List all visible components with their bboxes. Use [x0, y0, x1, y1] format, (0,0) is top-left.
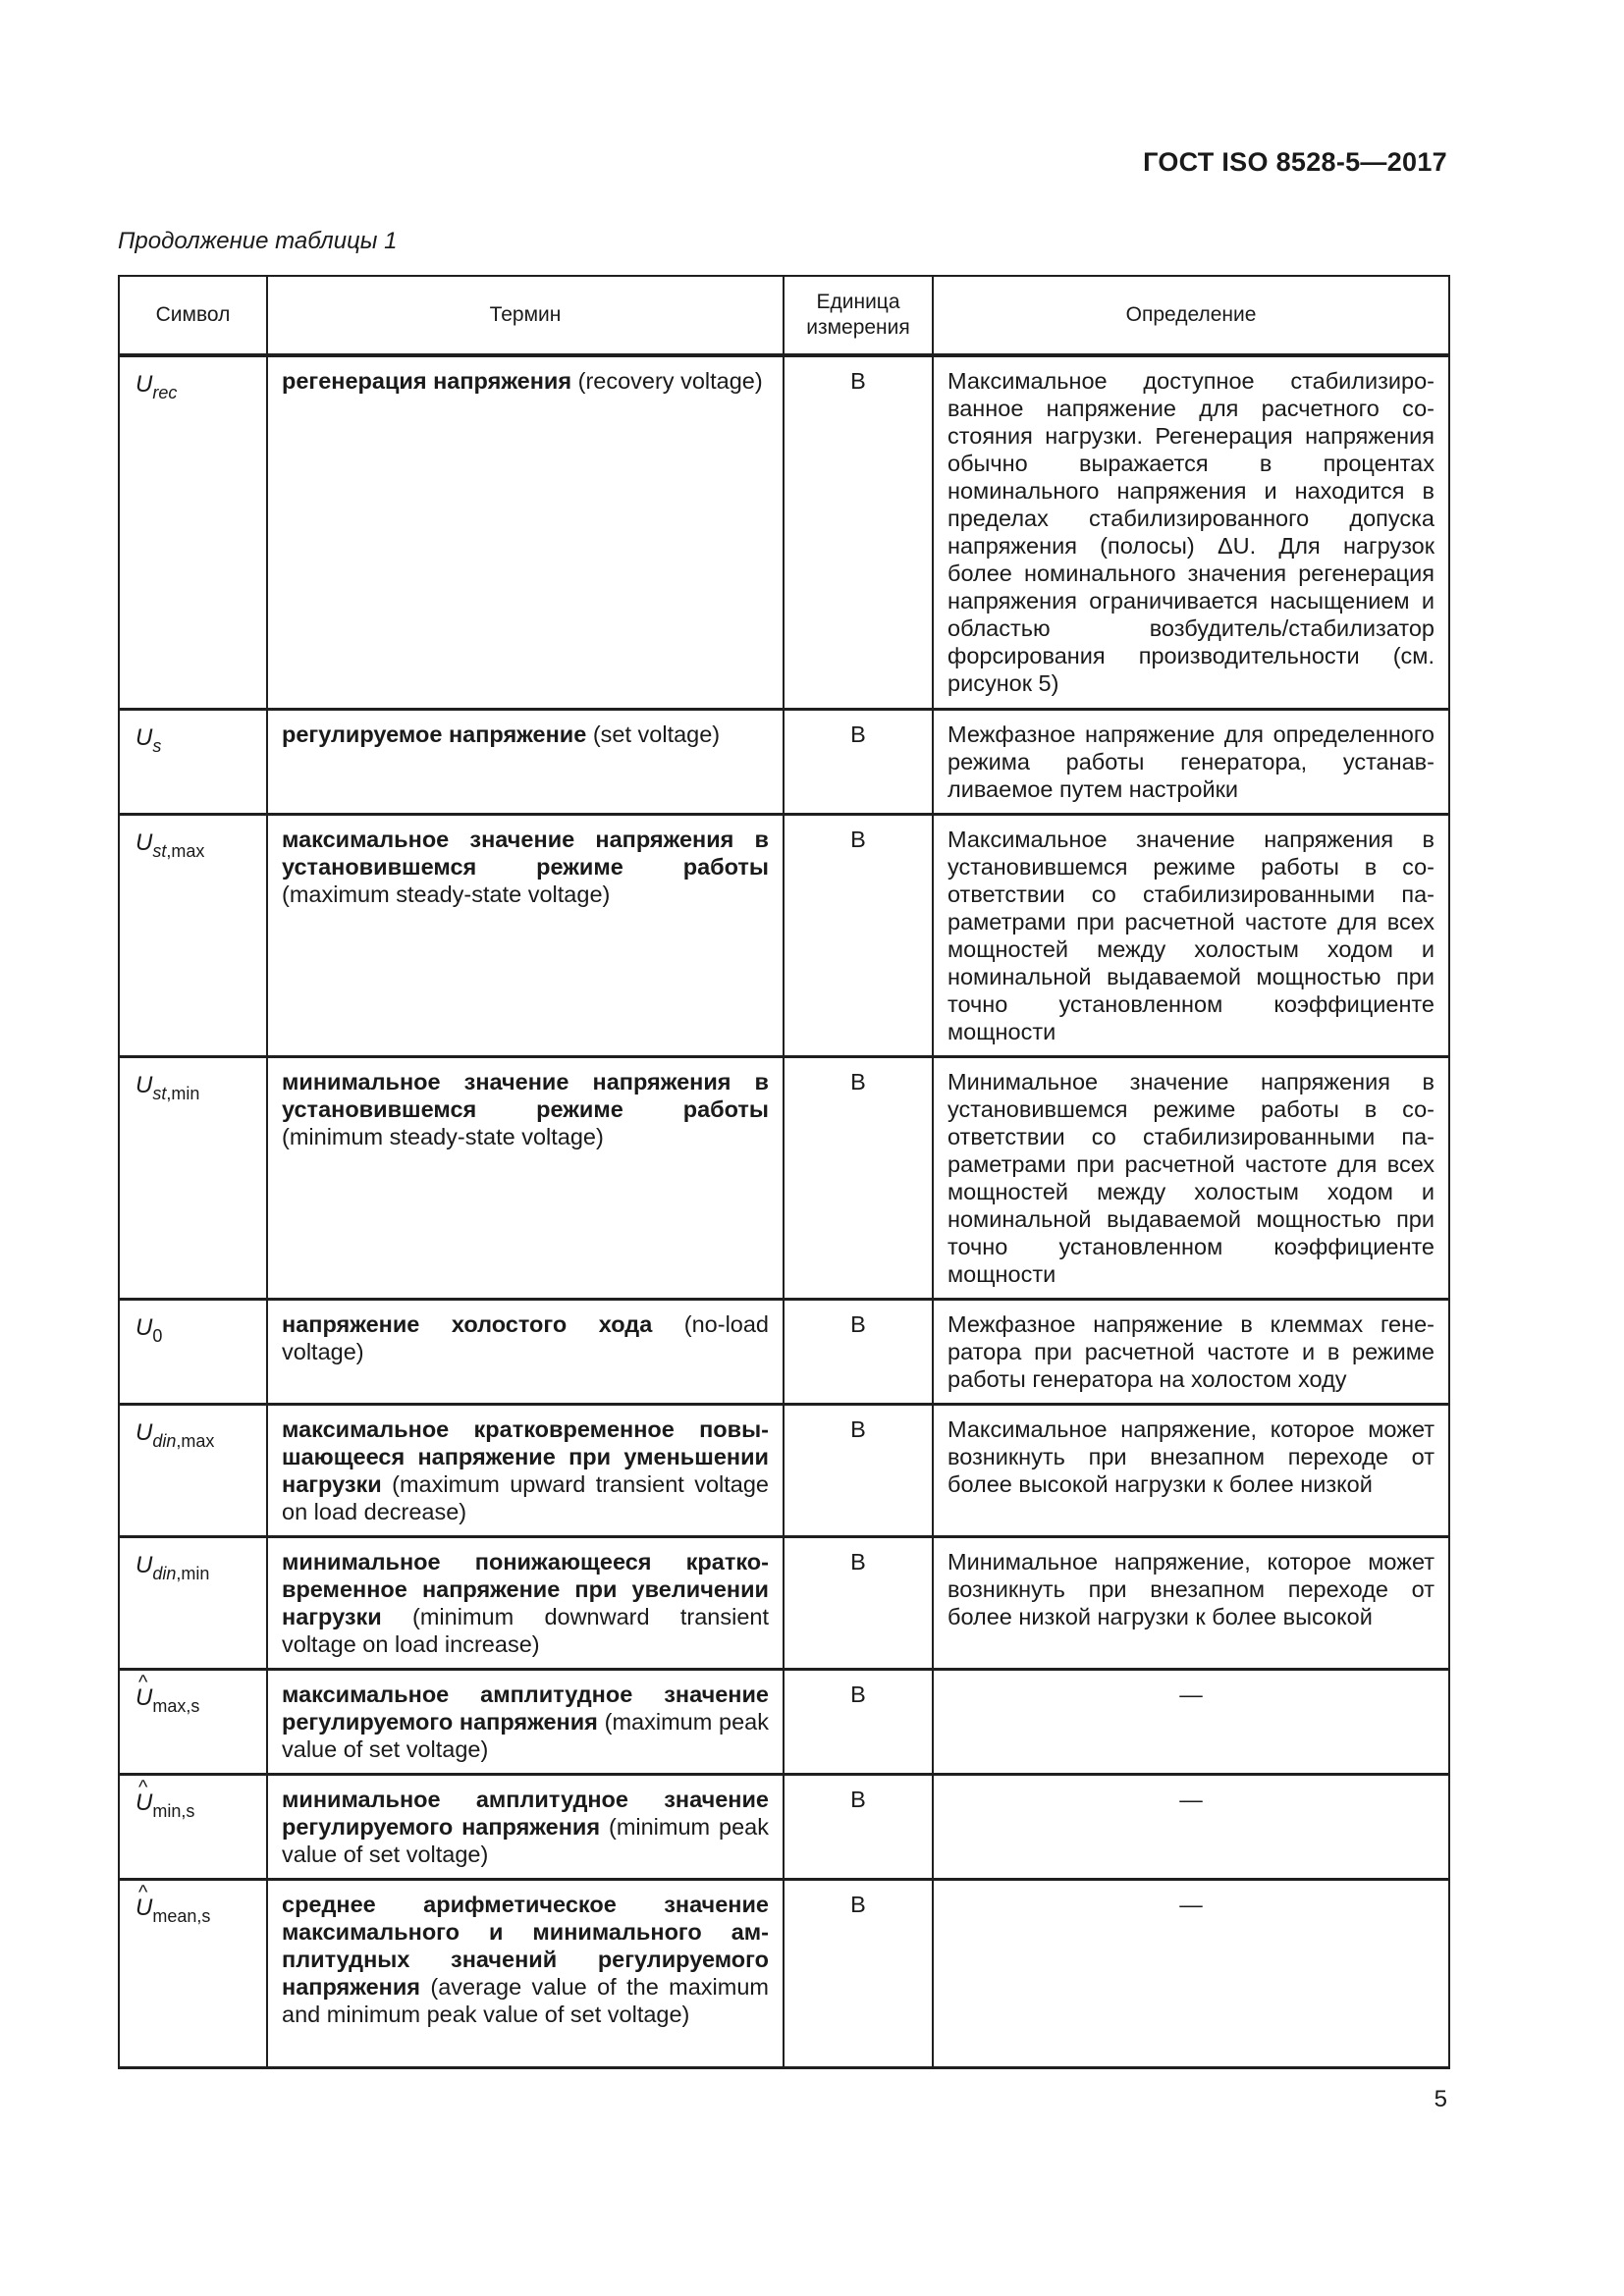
symbol-base: U	[135, 1313, 153, 1341]
term-cell	[267, 1536, 784, 1669]
symbol-subscript	[152, 1431, 214, 1451]
symbol-subscript	[152, 1906, 210, 1926]
table-row	[119, 1536, 1449, 1669]
symbol-base: ^ U	[135, 1684, 152, 1712]
symbol-subscript-italic: s	[152, 735, 162, 756]
term-name: минимальное понижающееся кратковременное напряжение при увеличении нагрузки	[282, 1548, 769, 1629]
term-english: (minimum peak value of set voltage)	[282, 1813, 769, 1867]
symbol-cell	[119, 355, 267, 709]
table-caption: Продолжение таблицы 1	[118, 228, 398, 254]
symbol-subscript-plain: ,min	[176, 1563, 210, 1583]
term-cell	[267, 1404, 784, 1536]
unit-cell: В	[784, 1536, 933, 1669]
symbol-subscript-italic: rec	[152, 383, 178, 402]
symbol-subscript-plain: mean,s	[152, 1905, 211, 1926]
symbol-subscript	[152, 383, 177, 402]
standard-designation: ГОСТ ISO 8528-5—2017	[1143, 147, 1447, 177]
term-english: (average value of the maximum and minimum peak value of set voltage)	[282, 1973, 769, 2027]
unit-cell: В	[784, 355, 933, 709]
term-english: (recovery voltage)	[571, 368, 763, 394]
term-english: (maximum upward transient voltage on load decrease)	[282, 1470, 769, 1524]
term-cell	[267, 1879, 784, 2067]
symbol-base: ^ U	[135, 1789, 152, 1817]
unit-cell: В	[784, 1774, 933, 1879]
symbol-cell	[119, 709, 267, 814]
unit-cell: В	[784, 814, 933, 1056]
symbol-subscript	[152, 1696, 199, 1716]
unit-cell: В	[784, 709, 933, 814]
term-name: напряжение холостого хода	[282, 1310, 653, 1337]
term-name: максимальное амплитудное значение регулируемого напряжения	[282, 1681, 769, 1735]
term-cell	[267, 1669, 784, 1774]
term-name: максимальное значение напряжения в установившемся режиме работы	[282, 826, 769, 880]
symbol-subscript	[152, 1564, 209, 1583]
symbol-base: U	[135, 1551, 153, 1578]
term-english: (set voltage)	[586, 721, 721, 747]
symbol-subscript-plain: max,s	[152, 1695, 200, 1716]
table-header-row	[119, 276, 1449, 355]
symbol-cell	[119, 1404, 267, 1536]
unit-cell: В	[784, 1669, 933, 1774]
term-name: регенерация напряжения	[282, 368, 572, 394]
definition-cell: Минимальное напряжение, которое может возникнуть при внезапном переходе от более низкой нагрузки к более высокой	[933, 1536, 1449, 1669]
term-english: (minimum downward transient voltage on load increase)	[282, 1603, 769, 1657]
symbol-subscript-italic: st	[152, 840, 167, 861]
terms-table	[118, 275, 1450, 2069]
unit-cell: В	[784, 1879, 933, 2067]
symbol-cell	[119, 1056, 267, 1299]
symbol-cell	[119, 1774, 267, 1879]
table-row	[119, 1056, 1449, 1299]
definition-cell: Максимальное доступное стабилизированное напряжение для расчетного состояния нагрузки. Регенерация напряжения обычно выражается в процентах номинального напряжения и находится в пределах стабилизированного допуска напряжения (полосы) ΔU. Для нагрузок более номинального значения регенерация напряжения ограничивается насыщением и областью возбудитель/стабилизатор форсирования производительности (см. рисунок 5)	[933, 355, 1449, 709]
table-row	[119, 709, 1449, 814]
definition-cell: —	[933, 1669, 1449, 1774]
definition-cell: Максимальное напряжение, которое может возникнуть при внезапном переходе от более высокой нагрузки к более низкой	[933, 1404, 1449, 1536]
definition-cell: Максимальное значение напряжения в установившемся режиме работы в соответствии со стабилизированными параметрами при расчетной частоте для всех мощностей между холостым ходом и номинальной выдаваемой мощностью при точно установленном коэффициенте мощности	[933, 814, 1449, 1056]
table-row	[119, 814, 1449, 1056]
symbol-cell	[119, 1669, 267, 1774]
table-row	[119, 1299, 1449, 1404]
symbol-cell	[119, 1536, 267, 1669]
symbol-subscript-italic: din	[152, 1430, 177, 1451]
term-english: (minimum steady-state voltage)	[282, 1123, 604, 1149]
unit-cell: В	[784, 1056, 933, 1299]
term-cell	[267, 355, 784, 709]
symbol-subscript	[152, 1084, 199, 1103]
term-cell	[267, 1056, 784, 1299]
symbol-base: U	[135, 828, 153, 856]
symbol-subscript	[152, 1326, 162, 1346]
symbol-subscript-italic: st	[152, 1083, 167, 1103]
column-header-definition: Определение	[933, 276, 1449, 355]
table-row	[119, 1669, 1449, 1774]
symbol-subscript-plain: ,max	[176, 1430, 215, 1451]
term-english: (no-load voltage)	[282, 1310, 769, 1364]
page-number: 5	[1434, 2086, 1447, 2112]
term-cell	[267, 1774, 784, 1879]
term-cell	[267, 814, 784, 1056]
symbol-base: U	[135, 723, 153, 751]
symbol-subscript	[152, 736, 161, 756]
symbol-cell	[119, 814, 267, 1056]
symbol-base: ^ U	[135, 1895, 152, 1922]
table-row	[119, 1774, 1449, 1879]
symbol-cell	[119, 1299, 267, 1404]
table-row	[119, 1879, 1449, 2067]
symbol-cell	[119, 1879, 267, 2067]
symbol-subscript-plain: 0	[152, 1325, 163, 1346]
term-name: регулируемое напряжение	[282, 721, 587, 747]
symbol-subscript-plain: min,s	[152, 1800, 195, 1821]
term-name: среднее арифметическое значение максимального и минимального амплитудных значений регулируемого напряжения	[282, 1891, 769, 2000]
term-english: (maximum peak value of set voltage)	[282, 1708, 769, 1762]
symbol-subscript	[152, 841, 204, 861]
symbol-base: U	[135, 1418, 153, 1446]
term-name: минимальное значение напряжения в установившемся режиме работы	[282, 1068, 769, 1122]
symbol-subscript-italic: din	[152, 1563, 177, 1583]
definition-cell: Межфазное напряжение в клеммах генератора при расчетной частоте и в режиме работы генератора на холостом ходу	[933, 1299, 1449, 1404]
symbol-subscript-plain: ,min	[166, 1083, 200, 1103]
term-english: (maximum steady-state voltage)	[282, 881, 611, 907]
unit-cell: В	[784, 1299, 933, 1404]
definition-cell: —	[933, 1879, 1449, 2067]
term-name: максимальное кратковременное повышающееся напряжение при уменьшении нагрузки	[282, 1415, 769, 1497]
symbol-base: U	[135, 1071, 153, 1098]
term-cell	[267, 1299, 784, 1404]
column-header-term: Термин	[267, 276, 784, 355]
term-name: минимальное амплитудное значение регулируемого напряжения	[282, 1786, 769, 1840]
table-row	[119, 1404, 1449, 1536]
symbol-subscript-plain: ,max	[166, 840, 205, 861]
unit-cell: В	[784, 1404, 933, 1536]
term-cell	[267, 709, 784, 814]
definition-cell: Межфазное напряжение для определенного режима работы генератора, устанавливаемое путем настройки	[933, 709, 1449, 814]
definition-cell: —	[933, 1774, 1449, 1879]
table-row	[119, 355, 1449, 709]
definition-cell: Минимальное значение напряжения в установившемся режиме работы в соответствии со стабилизированными параметрами при расчетной частоте для всех мощностей между холостым ходом и номинальной выдаваемой мощностью при точно установленном коэффициенте мощности	[933, 1056, 1449, 1299]
column-header-symbol: Символ	[119, 276, 267, 355]
symbol-base: U	[135, 371, 153, 398]
symbol-subscript	[152, 1801, 194, 1821]
column-header-unit: Единица измерения	[784, 276, 933, 355]
